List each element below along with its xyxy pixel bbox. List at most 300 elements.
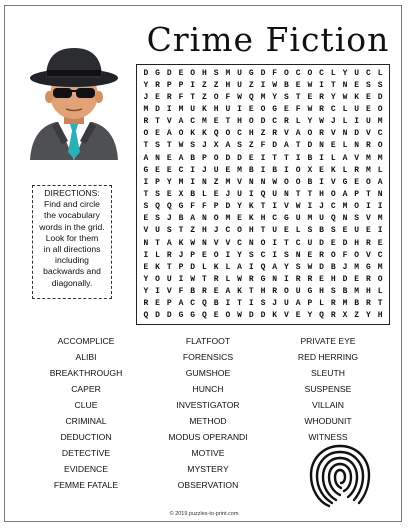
grid-letter: Q xyxy=(213,129,219,139)
word-list-item: ACCOMPLICE xyxy=(57,336,115,346)
grid-letter: L xyxy=(377,165,383,175)
grid-letter: E xyxy=(307,250,313,260)
grid-letter: T xyxy=(190,92,196,102)
grid-letter: S xyxy=(248,250,254,260)
grid-letter: D xyxy=(155,104,160,114)
grid-letter: E xyxy=(155,92,160,102)
grid-letter: Z xyxy=(248,80,254,90)
grid-letter: R xyxy=(319,129,324,139)
grid-letter: B xyxy=(330,262,336,272)
grid-letter: E xyxy=(155,129,160,139)
grid-letter: O xyxy=(377,141,383,151)
grid-letter: Y xyxy=(366,311,371,321)
grid-letter: L xyxy=(202,262,207,272)
grid-letter: A xyxy=(237,262,242,272)
grid-letter: O xyxy=(225,311,231,321)
grid-letter: D xyxy=(272,141,278,151)
grid-letter: I xyxy=(377,202,383,212)
grid-letter: M xyxy=(260,92,266,102)
grid-letter: R xyxy=(366,274,371,284)
grid-letter: E xyxy=(330,141,336,151)
grid-letter: P xyxy=(213,202,219,212)
grid-letter: V xyxy=(143,226,149,236)
grid-letter: W xyxy=(307,262,313,272)
grid-letter: E xyxy=(366,226,371,236)
grid-letter: D xyxy=(190,262,196,272)
grid-letter: Y xyxy=(307,117,313,127)
grid-letter: J xyxy=(330,117,336,127)
grid-letter: Y xyxy=(166,177,172,187)
grid-letter: O xyxy=(354,250,360,260)
grid-letter: E xyxy=(237,214,242,224)
grid-letter: T xyxy=(155,238,160,248)
grid-letter: A xyxy=(225,287,231,297)
grid-letter: S xyxy=(377,80,383,90)
grid-letter: B xyxy=(342,287,348,297)
directions-line: including xyxy=(55,255,89,266)
grid-letter: R xyxy=(272,287,278,297)
grid-letter: L xyxy=(225,262,231,272)
grid-letter: P xyxy=(202,153,207,163)
grid-letter: M xyxy=(143,104,149,114)
fingerprint-icon xyxy=(305,440,375,510)
grid-letter: K xyxy=(178,238,184,248)
grid-letter: A xyxy=(225,141,231,151)
grid-letter: T xyxy=(155,117,160,127)
directions-line: Look for them xyxy=(45,232,99,243)
grid-letter: R xyxy=(330,299,336,309)
grid-letter: U xyxy=(307,238,313,248)
grid-letter: L xyxy=(342,117,348,127)
grid-letter: I xyxy=(248,189,254,199)
grid-letter: D xyxy=(166,311,172,321)
grid-letter: N xyxy=(354,141,360,151)
grid-letter: K xyxy=(237,287,242,297)
grid-letter: J xyxy=(213,226,219,236)
grid-letter: I xyxy=(272,202,278,212)
word-list-item: FEMME FATALE xyxy=(53,480,119,490)
grid-letter: Z xyxy=(190,226,196,236)
grid-letter: K xyxy=(190,129,196,139)
grid-letter: U xyxy=(225,104,231,114)
grid-letter: I xyxy=(190,80,196,90)
grid-letter: G xyxy=(178,202,184,212)
grid-letter: N xyxy=(284,189,289,199)
grid-letter: T xyxy=(295,92,301,102)
grid-letter: Y xyxy=(272,92,278,102)
grid-letter: J xyxy=(202,141,207,151)
grid-letter: E xyxy=(213,189,219,199)
grid-letter: T xyxy=(178,226,184,236)
grid-letter: B xyxy=(307,153,313,163)
grid-letter: O xyxy=(377,274,383,284)
grid-letter: I xyxy=(190,177,196,187)
grid-letter: R xyxy=(366,299,371,309)
grid-letter: A xyxy=(166,129,172,139)
grid-letter: M xyxy=(342,202,348,212)
grid-letter: T xyxy=(248,287,254,297)
grid-letter: E xyxy=(284,104,289,114)
grid-letter: L xyxy=(319,299,324,309)
grid-letter: J xyxy=(178,250,184,260)
directions-line: diagonally. xyxy=(51,277,93,288)
grid-letter: M xyxy=(225,177,231,187)
grid-letter: W xyxy=(307,80,313,90)
grid-letter: U xyxy=(272,226,278,236)
grid-letter: S xyxy=(284,250,289,260)
word-list-item: METHOD xyxy=(189,416,227,426)
grid-letter: M xyxy=(377,117,383,127)
grid-letter: E xyxy=(213,117,219,127)
grid-letter: V xyxy=(284,129,289,139)
grid-letter: J xyxy=(319,202,324,212)
grid-letter: O xyxy=(307,68,313,78)
grid-letter: I xyxy=(225,299,231,309)
grid-letter: Q xyxy=(143,311,149,321)
grid-letter: Y xyxy=(143,80,149,90)
grid-letter: U xyxy=(366,117,371,127)
grid-letter: R xyxy=(319,104,324,114)
grid-letter: G xyxy=(342,177,348,187)
grid-letter: V xyxy=(366,214,371,224)
worksheet xyxy=(4,5,402,522)
directions-line: in all directions xyxy=(43,244,101,255)
grid-letter: O xyxy=(260,238,266,248)
grid-letter: U xyxy=(237,189,242,199)
grid-letter: C xyxy=(190,117,196,127)
grid-letter: R xyxy=(330,311,336,321)
grid-letter: I xyxy=(143,177,149,187)
grid-letter: O xyxy=(295,165,301,175)
grid-letter: Z xyxy=(354,311,360,321)
word-list-item: FLATFOOT xyxy=(185,336,231,346)
grid-letter: M xyxy=(377,262,383,272)
grid-letter: I xyxy=(284,165,289,175)
grid-letter: D xyxy=(143,68,149,78)
grid-letter: S xyxy=(143,202,149,212)
grid-letter: W xyxy=(237,92,242,102)
grid-letter: R xyxy=(166,92,172,102)
grid-letter: C xyxy=(260,250,266,260)
grid-letter: Q xyxy=(202,311,207,321)
grid-letter: I xyxy=(319,80,324,90)
grid-letter: R xyxy=(366,141,371,151)
grid-letter: E xyxy=(366,92,371,102)
grid-letter: V xyxy=(237,177,242,187)
grid-letter: S xyxy=(260,299,266,309)
grid-letter: L xyxy=(330,68,336,78)
grid-letter: I xyxy=(190,165,196,175)
grid-letter: A xyxy=(166,238,172,248)
grid-letter: O xyxy=(330,250,336,260)
grid-letter: S xyxy=(284,92,289,102)
grid-letter: X xyxy=(342,311,348,321)
grid-letter: W xyxy=(190,238,196,248)
grid-letter: M xyxy=(178,104,184,114)
grid-letter: C xyxy=(237,129,242,139)
grid-letter: D xyxy=(319,262,324,272)
grid-letter: V xyxy=(166,287,172,297)
grid-letter: M xyxy=(178,177,184,187)
grid-letter: A xyxy=(377,177,383,187)
word-list-item: VILLAIN xyxy=(311,400,344,410)
grid-letter: C xyxy=(377,129,383,139)
grid-letter: T xyxy=(166,262,172,272)
grid-letter: Y xyxy=(143,274,149,284)
grid-letter: E xyxy=(166,153,172,163)
grid-letter: D xyxy=(354,129,360,139)
grid-letter: N xyxy=(202,238,207,248)
grid-letter: T xyxy=(330,80,336,90)
grid-letter: S xyxy=(213,68,219,78)
grid-letter: D xyxy=(237,153,242,163)
grid-letter: C xyxy=(295,238,301,248)
grid-letter: M xyxy=(377,153,383,163)
grid-letter: I xyxy=(260,153,266,163)
grid-letter: W xyxy=(342,92,348,102)
word-list-column-1 xyxy=(26,333,146,493)
grid-letter: O xyxy=(178,129,184,139)
grid-letter: F xyxy=(272,68,278,78)
grid-letter: O xyxy=(307,129,313,139)
grid-letter: O xyxy=(377,104,383,114)
grid-letter: I xyxy=(319,153,324,163)
grid-letter: D xyxy=(166,68,172,78)
grid-letter: Q xyxy=(248,92,254,102)
detective-icon xyxy=(22,40,126,160)
grid-letter: L xyxy=(225,274,231,284)
grid-letter: J xyxy=(143,92,149,102)
grid-letter: V xyxy=(225,238,231,248)
grid-letter: C xyxy=(272,117,278,127)
grid-letter: A xyxy=(178,117,184,127)
grid-letter: Q xyxy=(155,202,160,212)
grid-letter: P xyxy=(166,299,172,309)
grid-letter: S xyxy=(295,262,301,272)
grid-letter: T xyxy=(260,202,266,212)
grid-letter: C xyxy=(319,68,324,78)
grid-letter: C xyxy=(330,104,336,114)
grid-letter: N xyxy=(377,189,383,199)
copyright-footer: © 2019 puzzles-to-print.com xyxy=(169,511,239,517)
directions-line: the vocabulary xyxy=(44,210,100,221)
grid-letter: E xyxy=(377,238,383,248)
grid-letter: K xyxy=(248,214,254,224)
grid-letter: S xyxy=(166,226,172,236)
grid-letter: E xyxy=(213,287,219,297)
grid-letter: T xyxy=(295,189,301,199)
grid-letter: F xyxy=(342,250,348,260)
grid-letter: E xyxy=(178,68,184,78)
grid-letter: G xyxy=(155,68,160,78)
grid-letter: B xyxy=(190,189,196,199)
grid-letter: R xyxy=(284,117,289,127)
grid-letter: D xyxy=(248,311,254,321)
grid-letter: I xyxy=(307,202,313,212)
grid-letter: I xyxy=(248,299,254,309)
grid-letter: S xyxy=(366,80,371,90)
grid-letter: G xyxy=(248,68,254,78)
grid-letter: L xyxy=(295,117,301,127)
grid-letter: F xyxy=(295,104,301,114)
grid-letter: B xyxy=(272,165,278,175)
grid-letter: C xyxy=(272,214,278,224)
grid-letter: E xyxy=(202,250,207,260)
grid-letter: O xyxy=(295,177,301,187)
grid-letter: P xyxy=(354,189,360,199)
grid-letter: H xyxy=(237,117,242,127)
grid-letter: W xyxy=(295,202,301,212)
grid-letter: D xyxy=(342,274,348,284)
grid-letter: N xyxy=(202,214,207,224)
directions-box xyxy=(32,185,112,299)
directions-line: DIRECTIONS: xyxy=(44,188,100,198)
grid-letter: B xyxy=(354,299,360,309)
grid-letter: H xyxy=(202,226,207,236)
word-list-item: DEDUCTION xyxy=(60,432,112,442)
grid-letter: M xyxy=(366,153,371,163)
grid-letter: J xyxy=(202,165,207,175)
grid-letter: B xyxy=(213,299,219,309)
grid-letter: B xyxy=(307,177,313,187)
grid-letter: W xyxy=(190,274,196,284)
grid-letter: T xyxy=(284,153,289,163)
grid-letter: B xyxy=(248,165,254,175)
grid-letter: S xyxy=(155,141,160,151)
grid-letter: E xyxy=(295,80,301,90)
grid-letter: E xyxy=(248,104,254,114)
directions-line: words in the grid. xyxy=(39,221,105,232)
grid-letter: E xyxy=(166,165,172,175)
grid-letter: P xyxy=(166,80,172,90)
grid-letter: S xyxy=(307,226,313,236)
grid-letter: V xyxy=(366,129,371,139)
grid-letter: S xyxy=(155,189,160,199)
grid-letter: G xyxy=(190,311,196,321)
grid-letter: C xyxy=(330,202,336,212)
grid-letter: G xyxy=(260,274,266,284)
grid-letter: Q xyxy=(260,262,266,272)
grid-letter: H xyxy=(248,226,254,236)
grid-letter: O xyxy=(213,153,219,163)
grid-letter: S xyxy=(237,141,242,151)
grid-letter: Q xyxy=(166,202,172,212)
grid-letter: N xyxy=(143,238,149,248)
grid-letter: R xyxy=(319,92,324,102)
grid-letter: I xyxy=(155,287,160,297)
grid-letter: E xyxy=(354,274,360,284)
grid-letter: V xyxy=(284,311,289,321)
grid-letter: B xyxy=(178,214,184,224)
grid-letter: R xyxy=(354,165,360,175)
grid-letter: I xyxy=(319,177,324,187)
grid-letter: M xyxy=(225,214,231,224)
grid-letter: K xyxy=(213,262,219,272)
grid-letter: L xyxy=(295,226,301,236)
grid-letter: K xyxy=(354,92,360,102)
grid-letter: A xyxy=(143,153,149,163)
grid-letter: G xyxy=(272,104,278,114)
grid-letter: A xyxy=(342,189,348,199)
grid-letter: D xyxy=(342,238,348,248)
grid-letter: H xyxy=(377,311,383,321)
grid-letter: T xyxy=(143,189,149,199)
grid-letter: H xyxy=(354,238,360,248)
grid-letter: C xyxy=(178,165,184,175)
grid-letter: P xyxy=(178,262,184,272)
grid-letter: D xyxy=(307,141,313,151)
grid-letter: H xyxy=(248,129,254,139)
grid-letter: U xyxy=(354,68,360,78)
word-list-item: CRIMINAL xyxy=(65,416,107,426)
grid-letter: K xyxy=(202,129,207,139)
grid-letter: R xyxy=(202,287,207,297)
word-list-item: CLUE xyxy=(74,400,98,410)
word-list-item: WITNESS xyxy=(308,432,348,442)
grid-letter: F xyxy=(190,202,196,212)
grid-letter: T xyxy=(295,141,301,151)
grid-letter: O xyxy=(284,68,289,78)
grid-letter: I xyxy=(237,104,242,114)
grid-letter: O xyxy=(284,287,289,297)
grid-letter: Y xyxy=(342,68,348,78)
grid-letter: N xyxy=(342,80,348,90)
grid-letter: T xyxy=(307,189,313,199)
grid-letter: F xyxy=(225,92,231,102)
grid-letter: N xyxy=(155,153,160,163)
grid-letter: Z xyxy=(202,80,207,90)
grid-letter: M xyxy=(237,165,242,175)
grid-letter: U xyxy=(166,274,172,284)
grid-letter: E xyxy=(366,104,371,114)
grid-letter: H xyxy=(330,274,336,284)
word-search-grid xyxy=(136,64,390,325)
grid-letter: Y xyxy=(307,311,313,321)
grid-letter: Q xyxy=(319,311,324,321)
grid-letter: I xyxy=(354,117,360,127)
word-list-item: HUNCH xyxy=(192,384,224,394)
grid-letter: T xyxy=(272,153,278,163)
grid-letter: A xyxy=(178,299,184,309)
grid-letter: F xyxy=(260,141,266,151)
grid-letter: V xyxy=(330,177,336,187)
grid-letter: T xyxy=(225,117,231,127)
word-list-item: PRIVATE EYE xyxy=(300,336,356,346)
grid-letter: N xyxy=(260,177,266,187)
grid-letter: E xyxy=(319,165,324,175)
grid-letter: K xyxy=(330,165,336,175)
grid-letter: V xyxy=(284,202,289,212)
grid-letter: Y xyxy=(237,202,242,212)
word-list-item: EVIDENCE xyxy=(64,464,108,474)
grid-letter: C xyxy=(225,226,231,236)
grid-letter: K xyxy=(155,262,160,272)
grid-letter: J xyxy=(272,299,278,309)
grid-letter: S xyxy=(330,226,336,236)
grid-letter: T xyxy=(366,189,371,199)
grid-letter: I xyxy=(272,238,278,248)
grid-letter: J xyxy=(166,214,172,224)
grid-letter: O xyxy=(213,250,219,260)
grid-letter: Z xyxy=(202,92,207,102)
grid-letter: E xyxy=(354,177,360,187)
grid-letter: Z xyxy=(248,141,254,151)
grid-letter: T xyxy=(260,226,266,236)
word-list-item: GUMSHOE xyxy=(185,368,231,378)
grid-letter: A xyxy=(342,153,348,163)
grid-letter: E xyxy=(330,238,336,248)
grid-letter: A xyxy=(284,141,289,151)
